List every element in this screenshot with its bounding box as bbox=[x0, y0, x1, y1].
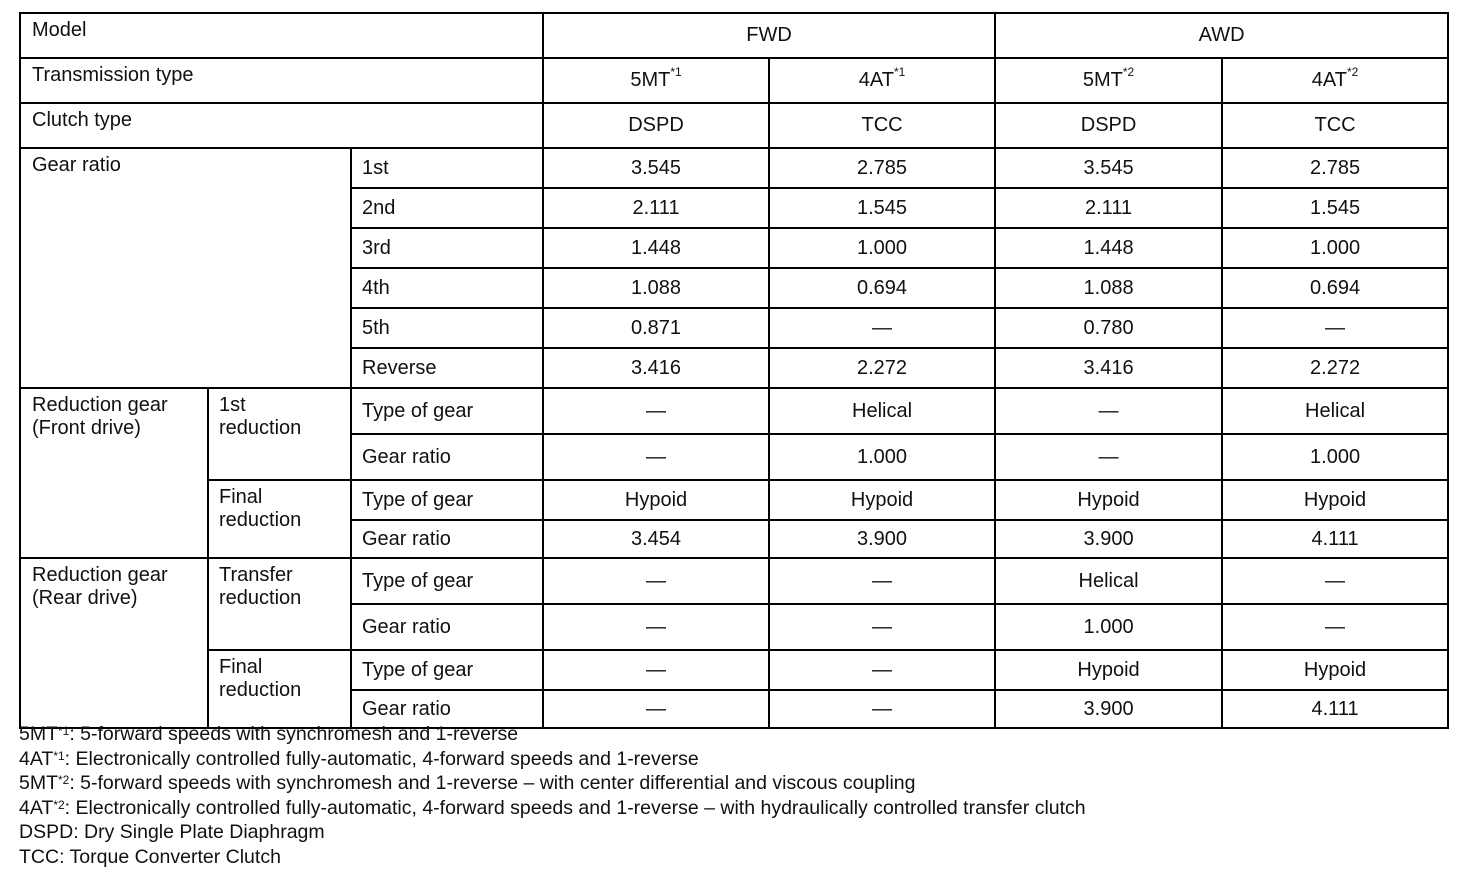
cell-value: Hypoid bbox=[769, 480, 995, 520]
gear-name: 2nd bbox=[351, 188, 543, 228]
clutch-value: DSPD bbox=[543, 103, 769, 148]
gear-name: 3rd bbox=[351, 228, 543, 268]
cell-value: — bbox=[769, 558, 995, 604]
specifications-table bbox=[19, 12, 1449, 729]
gear-value: 1.088 bbox=[543, 268, 769, 308]
footnote: TCC: Torque Converter Clutch bbox=[19, 845, 281, 868]
cell-value: 3.900 bbox=[995, 690, 1222, 728]
gear-value: 3.545 bbox=[995, 148, 1222, 188]
cell-value: 4.111 bbox=[1222, 690, 1448, 728]
gear-value: 2.272 bbox=[769, 348, 995, 388]
gear-value: — bbox=[1222, 308, 1448, 348]
cell-value: Hypoid bbox=[543, 480, 769, 520]
gear-value: 1.088 bbox=[995, 268, 1222, 308]
front-drive-label: Reduction gear (Front drive) bbox=[20, 388, 208, 558]
gear-value: 0.780 bbox=[995, 308, 1222, 348]
cell-value: — bbox=[769, 650, 995, 690]
cell-value: Helical bbox=[995, 558, 1222, 604]
transmission-label: Transmission type bbox=[20, 58, 543, 103]
transmission-awd-4at: 4AT$^{*2}$ bbox=[1222, 58, 1448, 103]
cell-value: Hypoid bbox=[995, 650, 1222, 690]
model-row bbox=[20, 13, 1448, 58]
front-final-type-row bbox=[20, 480, 1448, 520]
cell-value: 3.454 bbox=[543, 520, 769, 558]
clutch-row bbox=[20, 103, 1448, 148]
type-of-gear-label: Type of gear bbox=[351, 558, 543, 604]
clutch-value: DSPD bbox=[995, 103, 1222, 148]
transmission-row bbox=[20, 58, 1448, 103]
rear-transfer-reduction-label: Transfer reduction bbox=[208, 558, 351, 650]
gear-value: 2.272 bbox=[1222, 348, 1448, 388]
cell-value: — bbox=[543, 434, 769, 480]
gear-name: Reverse bbox=[351, 348, 543, 388]
cell-value: — bbox=[995, 434, 1222, 480]
cell-value: — bbox=[543, 558, 769, 604]
gear-value: — bbox=[769, 308, 995, 348]
transmission-fwd-5mt: 5MT$^{*1}$ bbox=[543, 58, 769, 103]
gear-value: 3.416 bbox=[995, 348, 1222, 388]
gear-value: 0.871 bbox=[543, 308, 769, 348]
footnote: 5MT$^{*2}$: 5-forward speeds with synchromesh and 1-reverse – with center differential and viscous coupling bbox=[19, 772, 916, 794]
cell-value: — bbox=[1222, 604, 1448, 650]
cell-value: — bbox=[543, 690, 769, 728]
gear-value: 2.111 bbox=[995, 188, 1222, 228]
front-first-reduction-label: 1st reduction bbox=[208, 388, 351, 480]
gear-value: 1.545 bbox=[1222, 188, 1448, 228]
cell-value: — bbox=[543, 650, 769, 690]
rear-final-reduction-label: Final reduction bbox=[208, 650, 351, 728]
rear-transfer-type-row bbox=[20, 558, 1448, 604]
group-awd: AWD bbox=[995, 13, 1448, 58]
cell-value: Helical bbox=[1222, 388, 1448, 434]
gear-value: 0.694 bbox=[769, 268, 995, 308]
gear-name: 1st bbox=[351, 148, 543, 188]
type-of-gear-label: Type of gear bbox=[351, 650, 543, 690]
gear-ratio-label: Gear ratio bbox=[351, 690, 543, 728]
front-final-reduction-label: Final reduction bbox=[208, 480, 351, 558]
gear-name: 4th bbox=[351, 268, 543, 308]
cell-value: 3.900 bbox=[769, 520, 995, 558]
cell-value: — bbox=[543, 388, 769, 434]
gear-value: 0.694 bbox=[1222, 268, 1448, 308]
gear-value: 1.545 bbox=[769, 188, 995, 228]
footnote: 5MT$^{*1}$: 5-forward speeds with synchromesh and 1-reverse bbox=[19, 723, 519, 745]
footnote: DSPD: Dry Single Plate Diaphragm bbox=[19, 821, 325, 843]
cell-value: Helical bbox=[769, 388, 995, 434]
gear-ratio-label: Gear ratio bbox=[351, 604, 543, 650]
cell-value: — bbox=[543, 604, 769, 650]
gear-name: 5th bbox=[351, 308, 543, 348]
cell-value: 1.000 bbox=[1222, 434, 1448, 480]
footnotes bbox=[19, 722, 1086, 869]
gear-ratio-label: Gear ratio bbox=[20, 148, 351, 388]
cell-value: Hypoid bbox=[995, 480, 1222, 520]
cell-value: Hypoid bbox=[1222, 650, 1448, 690]
gear-value: 2.111 bbox=[543, 188, 769, 228]
cell-value: Hypoid bbox=[1222, 480, 1448, 520]
gear-value: 1.000 bbox=[769, 228, 995, 268]
group-fwd: FWD bbox=[543, 13, 995, 58]
footnote: 4AT$^{*2}$: Electronically controlled fully-automatic, 4-forward speeds and 1-reverse – with hydraulically controlled transfer clutch bbox=[19, 796, 1086, 819]
clutch-label: Clutch type bbox=[20, 103, 543, 148]
clutch-value: TCC bbox=[769, 103, 995, 148]
type-of-gear-label: Type of gear bbox=[351, 480, 543, 520]
gear-value: 3.416 bbox=[543, 348, 769, 388]
gear-value: 1.000 bbox=[1222, 228, 1448, 268]
clutch-value: TCC bbox=[1222, 103, 1448, 148]
gear-value: 2.785 bbox=[769, 148, 995, 188]
cell-value: — bbox=[1222, 558, 1448, 604]
gear-value: 1.448 bbox=[543, 228, 769, 268]
gear-ratio-label: Gear ratio bbox=[351, 520, 543, 558]
type-of-gear-label: Type of gear bbox=[351, 388, 543, 434]
rear-drive-label: Reduction gear (Rear drive) bbox=[20, 558, 208, 728]
front-first-type-row bbox=[20, 388, 1448, 434]
cell-value: — bbox=[995, 388, 1222, 434]
gear-ratio-label: Gear ratio bbox=[351, 434, 543, 480]
transmission-fwd-4at: 4AT$^{*1}$ bbox=[769, 58, 995, 103]
cell-value: — bbox=[769, 690, 995, 728]
cell-value: 1.000 bbox=[769, 434, 995, 480]
cell-value: 1.000 bbox=[995, 604, 1222, 650]
gear-row-1st bbox=[20, 148, 1448, 188]
model-label: Model bbox=[20, 13, 543, 58]
gear-value: 2.785 bbox=[1222, 148, 1448, 188]
cell-value: 3.900 bbox=[995, 520, 1222, 558]
rear-final-type-row bbox=[20, 650, 1448, 690]
transmission-awd-5mt: 5MT$^{*2}$ bbox=[995, 58, 1222, 103]
cell-value: — bbox=[769, 604, 995, 650]
gear-value: 1.448 bbox=[995, 228, 1222, 268]
cell-value: 4.111 bbox=[1222, 520, 1448, 558]
footnote: 4AT$^{*1}$: Electronically controlled fully-automatic, 4-forward speeds and 1-reverse bbox=[19, 747, 699, 770]
gear-value: 3.545 bbox=[543, 148, 769, 188]
